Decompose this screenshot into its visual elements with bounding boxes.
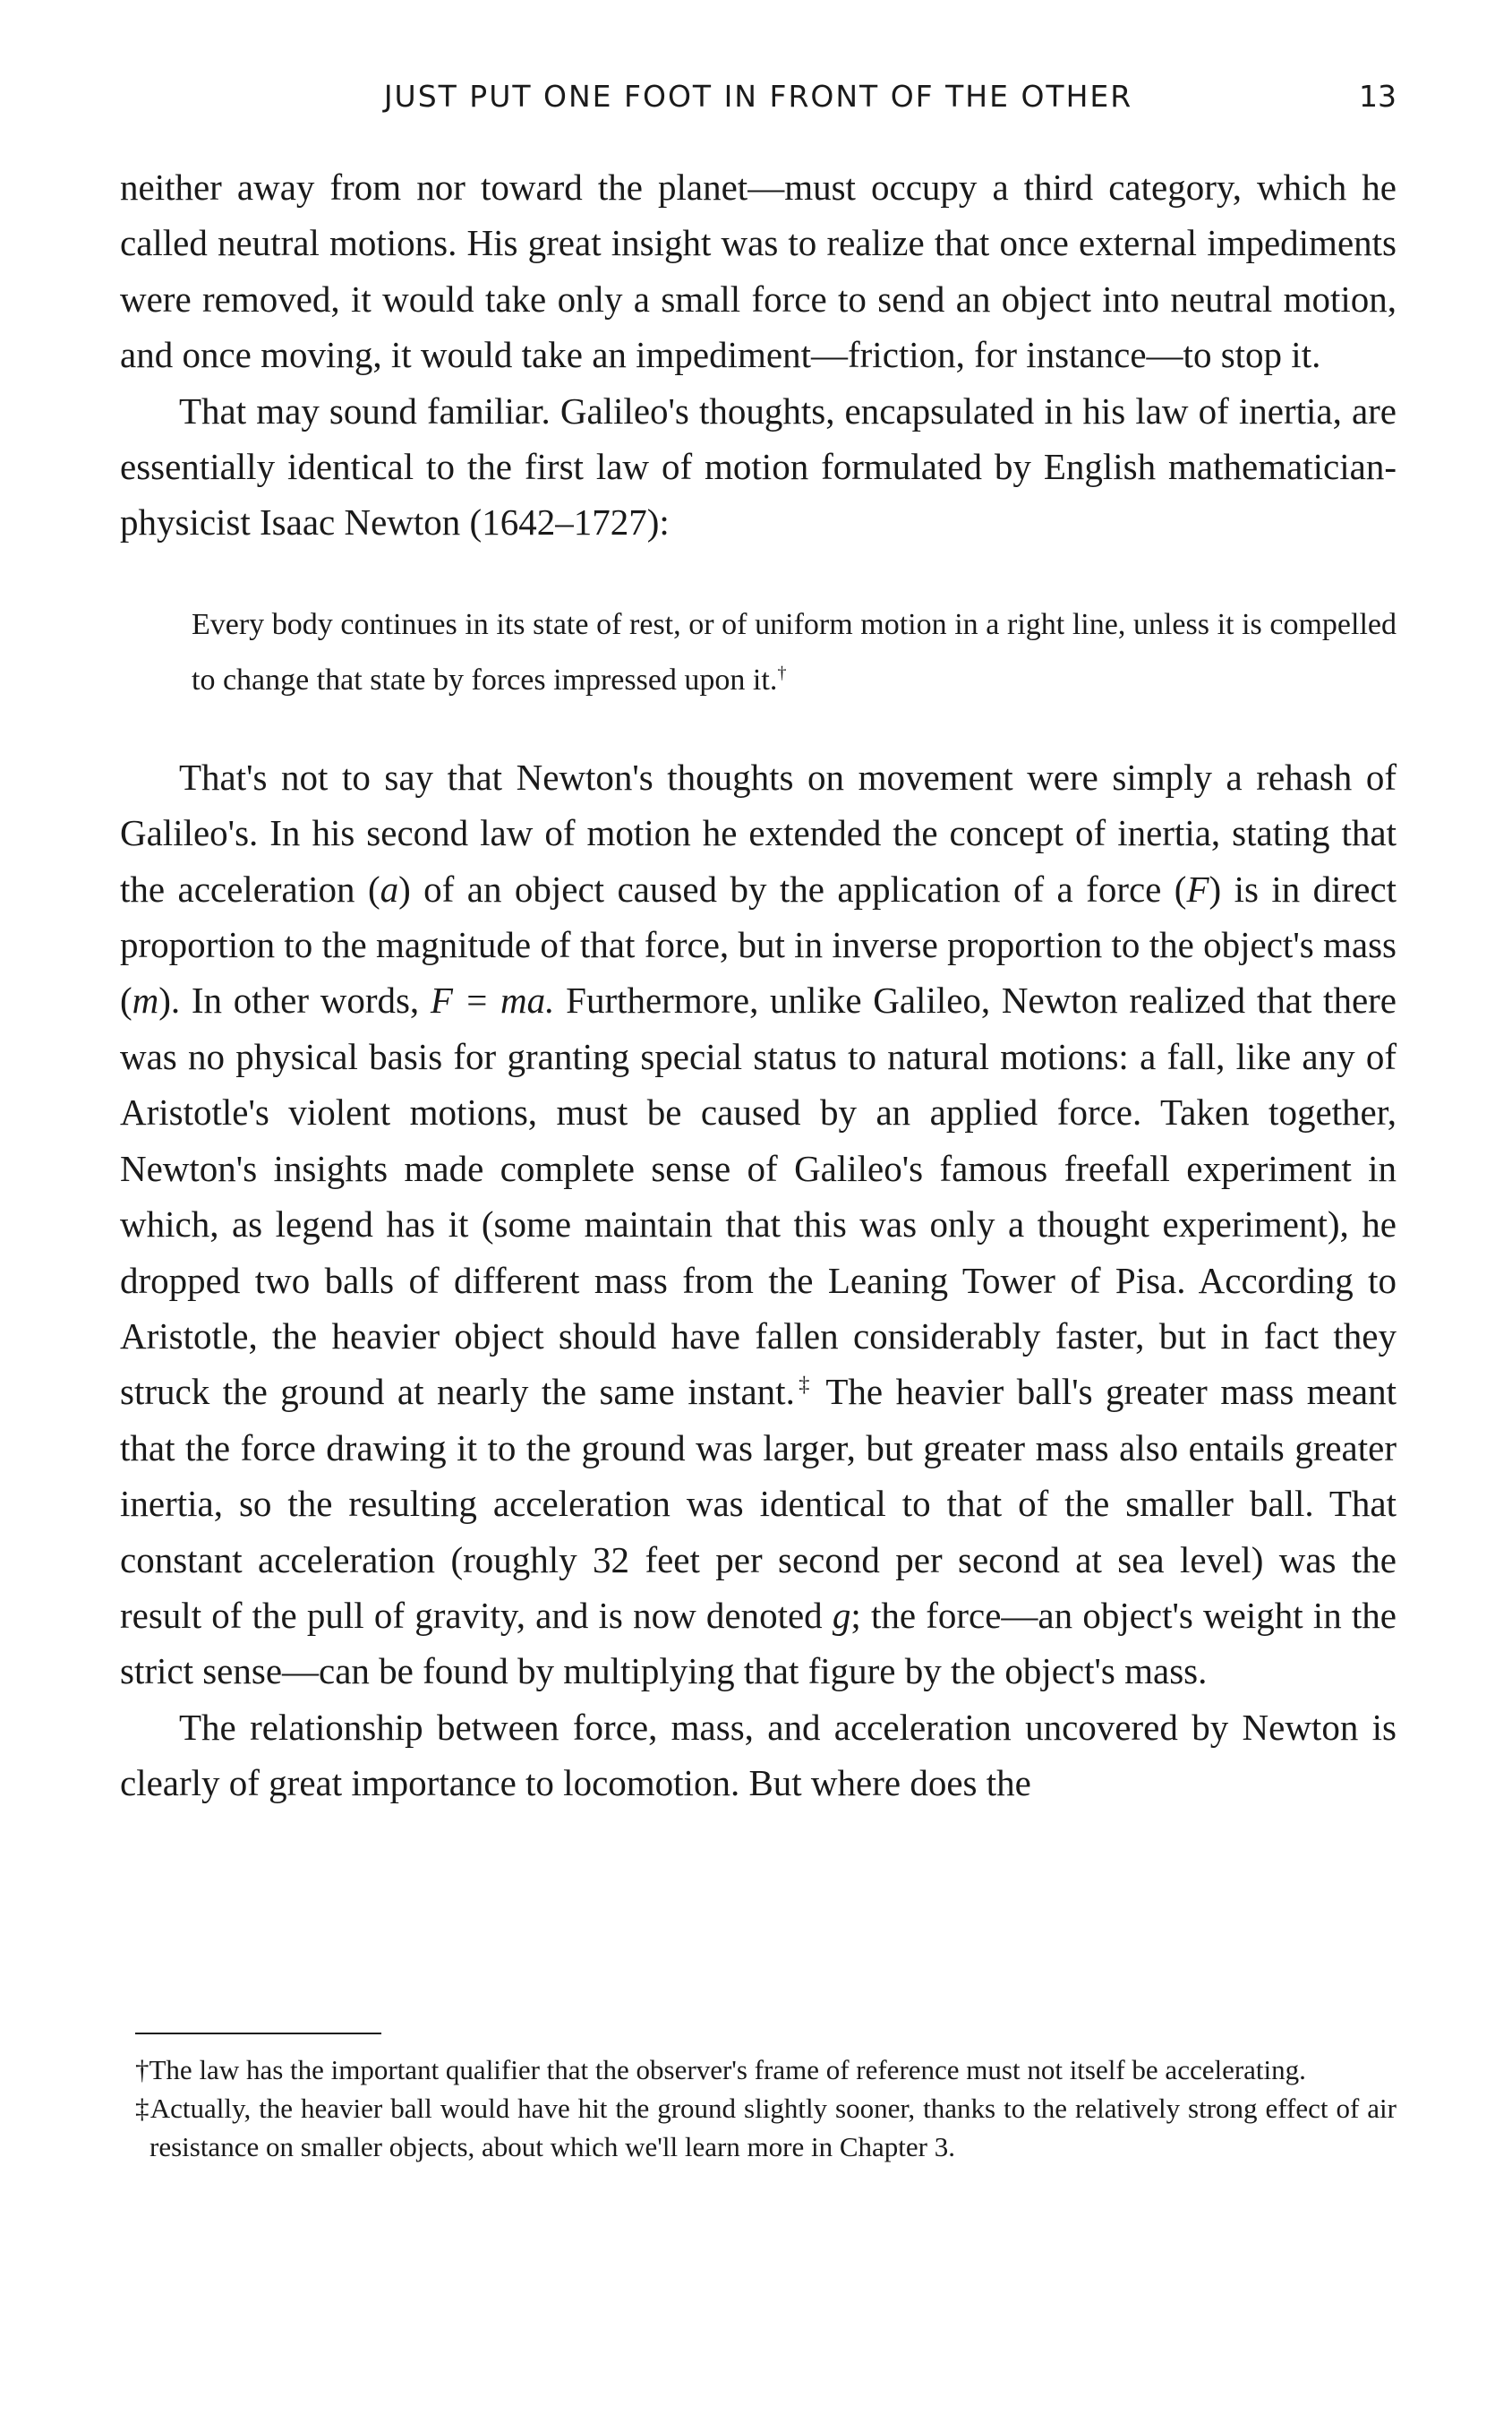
footnote-2: ‡Actually, the heavier ball would have hit the ground slightly sooner, thanks to the relatively strong effect of air resistance on smaller objects, about which we'll learn more in Chapter 3.: [135, 2093, 1397, 2162]
p3-text-2: ) of an object caused by the application of a force (: [398, 868, 1187, 910]
variable-m: m: [132, 980, 159, 1022]
footnote-1: †The law has the important qualifier that the observer's frame of reference must not itself be accelerating.: [135, 2054, 1306, 2085]
p3-text-3: ) is in direct proportion to the magnitude of that force, but in inverse proportion to the object's mass (: [120, 868, 1397, 1022]
variable-f: F: [1186, 868, 1209, 910]
quote-text: Every body continues in its state of rest, or of uniform motion in a right line, unless it is compelled to change that state by forces impressed upon it.: [192, 607, 1397, 697]
p3-text-6: The heavier ball's greater mass meant that the force drawing it to the ground was larger, but greater mass also entails greater inertia, so the resulting acceleration was identical to that of the smaller ball. That constant acceleration (roughly 32 feet per second per second at sea level) was the result of the pull of gravity, and is now denoted: [120, 1371, 1397, 1636]
paragraph-4: The relationship between force, mass, and acceleration uncovered by Newton is clearly of great importance to locomotion. But where does the: [120, 1706, 1397, 1804]
variable-g: g: [832, 1594, 851, 1636]
p3-text-1: That's not to say that Newton's thoughts on movement were simply a rehash of Galileo's. In his second law of motion he extended the concept of inertia, stating that the acceleration (: [120, 756, 1397, 910]
p3-text-4: ). In other words,: [158, 980, 431, 1022]
paragraph-3: [120, 749, 1397, 1699]
paragraph-2: That may sound familiar. Galileo's thoughts, encapsulated in his law of inertia, are essentially identical to the first law of motion formulated by English mathematician-physicist Isaac Newton (1642–1727):: [120, 389, 1397, 544]
running-head: [120, 79, 1397, 124]
running-title: JUST PUT ONE FOOT IN FRONT OF THE OTHER: [383, 79, 1133, 114]
block-quote: [192, 597, 1397, 708]
p3-text-7: ; the force—an object's weight in the strict sense—can be found by multiplying that figure by the object's mass.: [120, 1594, 1397, 1692]
formula: F = ma.: [430, 980, 555, 1022]
body-text: [120, 159, 1397, 1811]
p3-text-5: Furthermore, unlike Galileo, Newton realized that there was no physical basis for granting special status to natural motions: a fall, like any of Aristotle's violent motions, must be caused by an applied force. Taken together, Newton's insights made complete sense of Galileo's famous freefall experiment in which, as legend has it (some maintain that this was only a thought experiment), he dropped two balls of different mass from the Leaning Tower of Pisa. According to Aristotle, the heavier object should have fallen considerably faster, but in fact they struck the ground at nearly the same instant.: [120, 980, 1397, 1413]
footnote-marker-dagger: †: [777, 663, 787, 683]
footnotes: [135, 2050, 1397, 2166]
footnote-divider: [135, 2033, 381, 2034]
page-number: 13: [1359, 79, 1397, 114]
variable-a: a: [380, 868, 399, 910]
footnote-marker-double-dagger: ‡: [794, 1372, 814, 1397]
paragraph-1: neither away from nor toward the planet—must occupy a third category, which he called neutral motions. His great insight was to realize that once external impediments were removed, it would take only a small force to send an object into neutral motion, and once moving, it would take an impediment—friction, for instance—to stop it.: [120, 167, 1397, 376]
